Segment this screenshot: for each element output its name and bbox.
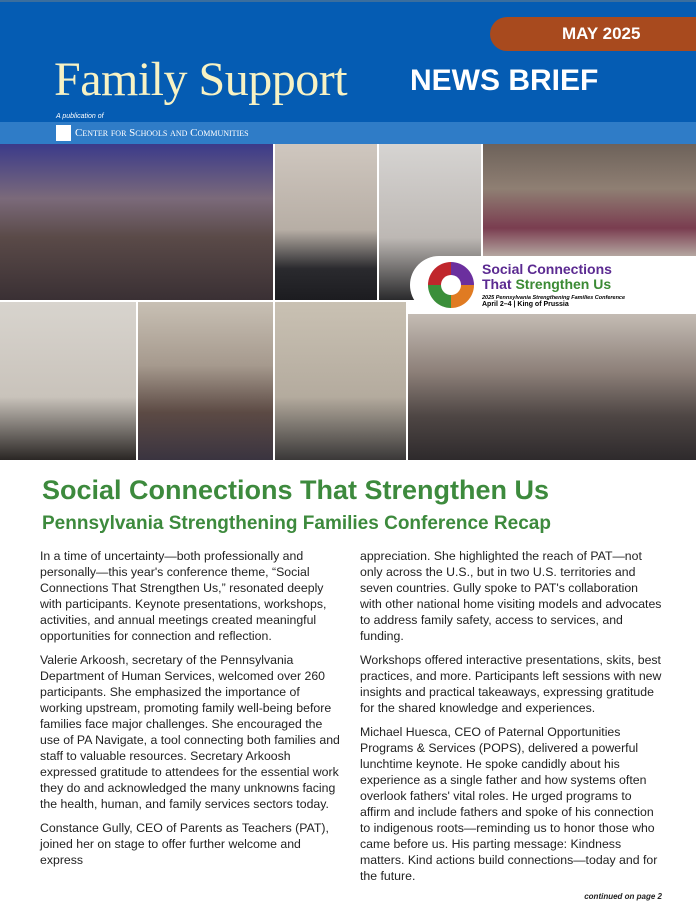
conference-badge	[410, 256, 696, 314]
photo-table	[138, 302, 273, 460]
paragraph: Michael Huesca, CEO of Paternal Opportunities Programs & Services (POPS), delivered a powerful lunchtime keynote. He spoke candidly about his experience as a single father and how systems often overlook fathers' vital roles. He urged programs to affirm and include fathers and spoke of his connection to indigenous roots—reminding us to honor those who came before us. His parting message: Kindness matters. Kind actions build connections—today and for the future.	[360, 725, 658, 883]
issue-date: MAY 2025	[490, 17, 696, 51]
paragraph: In a time of uncertainty—both professionally and personally—this year's conference theme, “Social Connections That Strengthen Us,” resonated deeply with participants. Keynote presentations, workshops, activities, and annual meetings created meaningful opportunities for connection and reflection.	[40, 549, 327, 643]
paragraph: Valerie Arkoosh, secretary of the Pennsylvania Department of Human Services, welcomed over 260 participants. She emphasized the importance of working upstream, promoting family well-being before families face major challenges. She encouraged the use of PA Navigate, a tool connecting both families and staff to valuable resources. Secretary Arkoosh expressed gratitude to attendees for the essential work they do and acknowledged the many unknowns facing the health, human, and family services sectors today.	[40, 653, 340, 811]
article-title: Social Connections That Strengthen Us	[42, 475, 550, 505]
publisher-logo-icon	[56, 125, 71, 141]
article-subtitle: Pennsylvania Strengthening Families Conference Recap	[42, 513, 551, 534]
left-column	[40, 548, 342, 876]
newsletter-subtitle: NEWS BRIEF	[410, 64, 599, 97]
conference-logo-icon	[428, 262, 474, 308]
badge-title-line2a: That	[482, 276, 516, 292]
publisher	[56, 125, 249, 141]
newsletter-title: Family Support	[54, 53, 348, 106]
photo-ballroom	[0, 144, 273, 300]
photo-audience	[408, 314, 696, 460]
badge-dates: April 2–4 | King of Prussia	[482, 301, 569, 308]
badge-conference: 2025 Pennsylvania Strengthening Families Conference	[482, 295, 626, 301]
publication-label: A publication of	[56, 113, 104, 120]
badge-title-line1: Social Connections	[482, 261, 612, 277]
photo-lobby	[483, 144, 696, 256]
paragraph: Constance Gully, CEO of Parents as Teachers (PAT), joined her on stage to offer further welcome and express	[40, 821, 329, 867]
publisher-name: Center for Schools and Communities	[75, 127, 249, 139]
continued-note: continued on page 2	[584, 892, 662, 901]
paragraph: Workshops offered interactive presentations, skits, best practices, and more. Participants left sessions with new insights and practical takeaways, expressing gratitude for the shared knowledge and experiences.	[360, 653, 662, 715]
badge-title-line2b: Strengthen Us	[515, 276, 612, 292]
paragraph: appreciation. She highlighted the reach of PAT—not only across the U.S., but in two U.S. territories and seven countries. Gully spoke to PAT's collaboration with other national home visiting models and advocates to address family safety, access to services, and funding.	[360, 549, 662, 643]
photo-speaker-left	[0, 302, 136, 460]
masthead	[0, 0, 696, 122]
right-column	[360, 548, 662, 902]
photo-keynote	[275, 302, 406, 460]
photo-speaker-stage	[275, 144, 377, 300]
